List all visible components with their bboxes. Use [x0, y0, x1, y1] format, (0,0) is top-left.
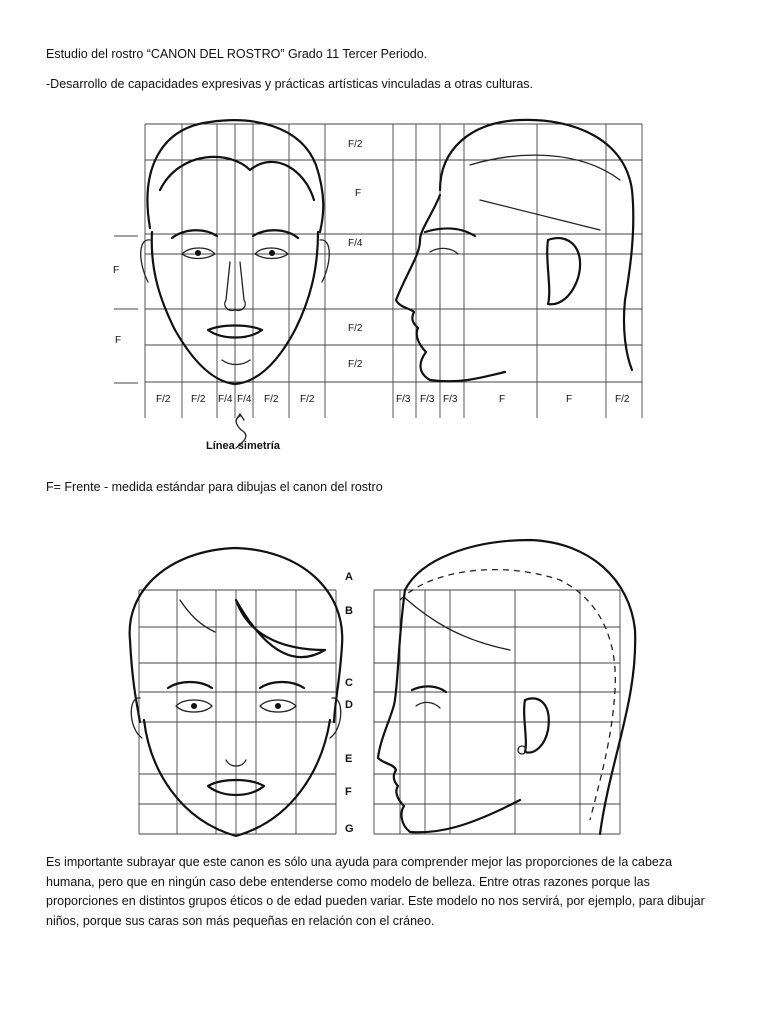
paragraph-line: humana, pero que en ningún caso debe entenderse como modelo de belleza. Entre otras razones porque las: [46, 874, 650, 889]
fig1-bottom-profile-4: F: [499, 394, 506, 405]
fig1-bottom-profile-2: F/3: [420, 394, 435, 405]
fig1-bottom-front-3: F/4: [218, 394, 233, 405]
fig1-bottom-front-2: F/2: [191, 394, 206, 405]
fig1-bottom-profile-5: F: [566, 394, 573, 405]
paragraph-line: Es importante subrayar que este canon es sólo una ayuda para comprender mejor las proporciones de la cabeza: [46, 855, 673, 869]
fig2-label-g: G: [345, 823, 354, 835]
definition-text: F= Frente - medida estándar para dibujas el canon del rostro: [46, 480, 383, 494]
paragraph-line: niños, porque sus caras son más pequeñas en relación con el cráneo.: [46, 913, 435, 928]
header-subtitle: -Desarrollo de capacidades expresivas y prácticas artísticas vinculadas a otras culturas.: [46, 77, 534, 91]
fig1-right-label-1: F/2: [348, 139, 363, 150]
fig1-right-label-4: F/2: [348, 323, 363, 334]
fig1-right-label-3: F/4: [348, 238, 363, 249]
closing-paragraph: [46, 853, 736, 931]
fig2-label-f: F: [345, 786, 352, 798]
fig2-label-d: D: [345, 699, 353, 711]
fig1-right-label-5: F/2: [348, 359, 363, 370]
fig1-bottom-profile-1: F/3: [396, 394, 411, 405]
fig1-bottom-front-4: F/4: [237, 394, 252, 405]
fig1-bottom-front-5: F/2: [264, 394, 279, 405]
symmetry-line-label: Línea simetría: [206, 440, 280, 452]
fig2-label-a: A: [345, 571, 353, 583]
fig1-left-label-2: F: [115, 335, 122, 346]
fig1-left-label-1: F: [113, 265, 120, 276]
fig1-right-label-2: F: [355, 188, 362, 199]
fig2-label-b: B: [345, 605, 353, 617]
header-title: Estudio del rostro “CANON DEL ROSTRO” Grado 11 Tercer Periodo.: [46, 47, 428, 61]
fig2-label-c: C: [345, 677, 353, 689]
fig1-bottom-profile-6: F/2: [615, 394, 630, 405]
fig1-bottom-front-1: F/2: [156, 394, 171, 405]
fig2-label-e: E: [345, 753, 353, 765]
fig1-bottom-profile-3: F/3: [443, 394, 458, 405]
fig1-bottom-front-6: F/2: [300, 394, 315, 405]
paragraph-line: proporciones en distintos grupos éticos o de edad pueden variar. Este modelo no nos servirá, por ejemplo, para dibujar: [46, 894, 705, 908]
